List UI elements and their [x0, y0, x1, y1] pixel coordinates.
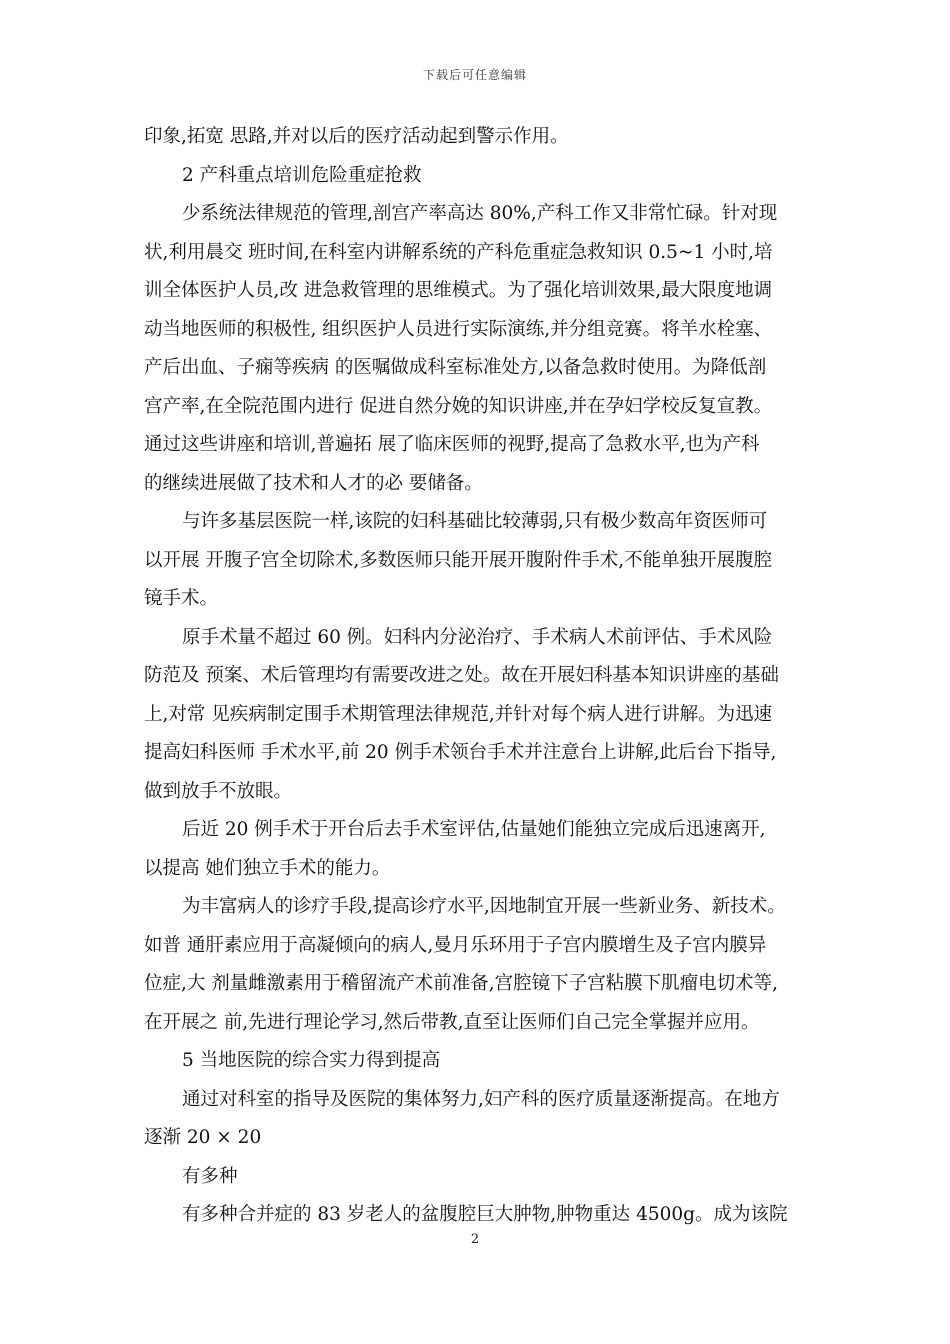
text-line: 产后出血、子痫等疾病 的医嘱做成科室标准处方,以备急救时使用。为降低剖 [144, 357, 767, 378]
text-line: 在开展之 前,先进行理论学习,然后带教,直至让医师们自己完全掌握并应用。 [144, 1011, 760, 1033]
text-line: 为丰富病人的诊疗手段,提高诊疗水平,因地制宜开展一些新业务、新技术。 [182, 896, 786, 917]
text-line: 通过对科室的指导及医院的集体努力,妇产科的医疗质量逐渐提高。在地方 [182, 1088, 780, 1110]
document-body [144, 118, 814, 1235]
text-line: 与许多基层医院一样,该院的妇科基础比较薄弱,只有极少数高年资医师可 [182, 511, 768, 532]
text-line: 以开展 开腹子宫全切除术,多数医师只能开展开腹附件手术,不能单独开展腹腔 [144, 549, 773, 571]
text-line: 防范及 预案、术后管理均有需要改进之处。故在开展妇科基本知识讲座的基础 [144, 665, 779, 686]
text-line: 后近 20 例手术于开台后去手术室评估,估量她们能独立完成后迅速离开, [182, 819, 766, 840]
text-line: 2 产科重点培训危险重症抢救 [182, 164, 422, 186]
text-line: 有多种合并症的 83 岁老人的盆腹腔巨大肿物,肿物重达 4500g。成为该院 [182, 1204, 788, 1225]
text-line: 位症,大 剂量雌激素用于稽留流产术前准备,宫腔镜下子宫粘膜下肌瘤电切术等, [144, 973, 779, 994]
text-line: 上,对常 见疾病制定围手术期管理法律规范,并针对每个病人进行讲解。为迅速 [144, 703, 773, 725]
text-line: 通过这些讲座和培训,普遍拓 展了临床医师的视野,提高了急救水平,也为产科 [144, 434, 760, 455]
text-line: 镜手术。 [144, 588, 219, 609]
text-line: 有多种 [182, 1165, 238, 1187]
page-header: 下载后可任意编辑 [422, 68, 527, 82]
text-line: 训全体医护人员,改 进急救管理的思维模式。为了强化培训效果,最大限度地调 [144, 280, 773, 301]
text-line: 做到放手不放眼。 [144, 780, 293, 802]
text-line: 原手术量不超过 60 例。妇科内分泌治疗、手术病人术前评估、手术风险 [182, 626, 773, 648]
text-line: 提高妇科医师 手术水平,前 20 例手术领台手术并注意台上讲解,此后台下指导, [144, 742, 777, 763]
text-line: 印象,拓宽 思路,并对以后的医疗活动起到警示作用。 [144, 126, 569, 147]
text-line: 动当地医师的积极性, 组织医护人员进行实际演练,并分组竞赛。将羊水栓塞、 [144, 318, 773, 340]
text-line: 逐渐 20 × 20 [144, 1127, 262, 1148]
text-line: 少系统法律规范的管理,剖宫产率高达 80%,产科工作又非常忙碌。针对现 [182, 203, 778, 224]
text-line: 状,利用晨交 班时间,在科室内讲解系统的产科危重症急救知识 0.5~1 小时,培 [144, 241, 773, 263]
text-line: 的继续进展做了技术和人才的必 要储备。 [144, 472, 483, 494]
text-line: 以提高 她们独立手术的能力。 [144, 857, 391, 879]
page-number: 2 [470, 1232, 480, 1247]
text-line: 如普 通肝素应用于高凝倾向的病人,曼月乐环用于子宫内膜增生及子宫内膜异 [144, 934, 767, 956]
text-line: 5 当地医院的综合实力得到提高 [182, 1050, 441, 1071]
text-line: 宫产率,在全院范围内进行 促进自然分娩的知识讲座,并在孕妇学校反复宣教。 [144, 395, 773, 417]
